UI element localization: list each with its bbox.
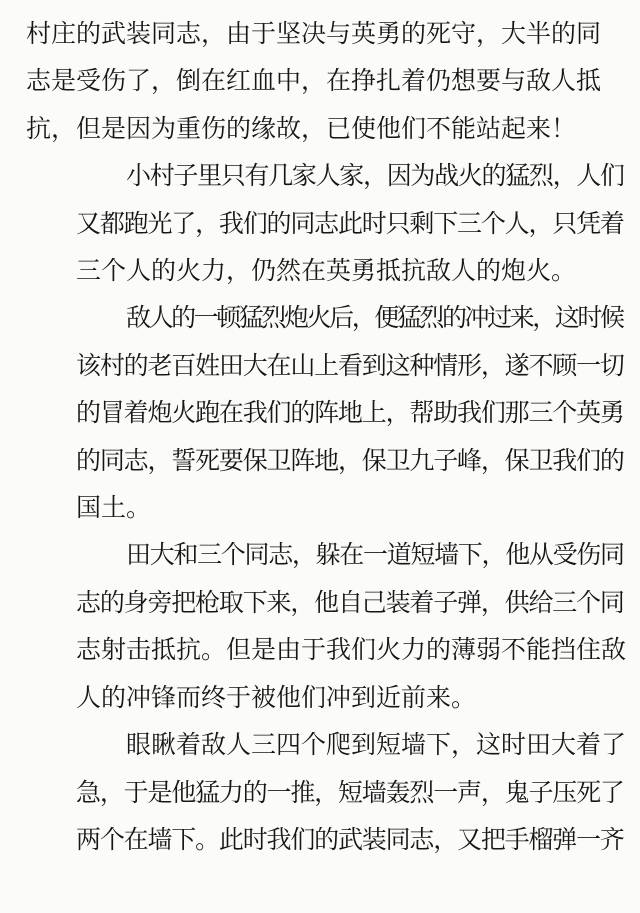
text-line: 三个人的火力，仍然在英勇抵抗敌人的炮火。 — [76, 256, 577, 286]
text-line: 敌人的一顿猛烈炮火后，便猛烈的冲过来，这时候 — [126, 303, 623, 333]
text-line: 志射击抵抗。但是由于我们火力的薄弱不能挡住敌 — [76, 635, 627, 665]
text-line: 人的冲锋而终于被他们冲到近前来。 — [76, 682, 477, 712]
text-line: 村庄的武装同志，由于坚决与英勇的死守，大半的同 — [26, 19, 602, 48]
paragraph-2 — [26, 152, 626, 294]
paragraph-3 — [26, 294, 626, 531]
text-line: 志是受伤了，倒在红血中，在挣扎着仍想要与敌人抵 — [26, 66, 602, 96]
text-line: 眼瞅着敌人三四个爬到短墙下，这时田大着了 — [126, 730, 627, 760]
text-line: 该村的老百姓田大在山上看到这种情形，遂不顾一切 — [76, 350, 624, 380]
text-line: 又都跑光了，我们的同志此时只剩下三个人，只凭着 — [76, 208, 624, 238]
text-line: 小村子里只有几家人家，因为战火的猛烈，人们 — [126, 161, 624, 191]
paragraph-4 — [26, 531, 626, 721]
text-line: 抗，但是因为重伤的缘故，已使他们不能站起来！ — [26, 113, 577, 143]
text-line: 田大和三个同志，躲在一道短墙下，他从受伤同 — [126, 540, 624, 570]
text-line: 的冒着炮火跑在我们的阵地上，帮助我们那三个英勇 — [76, 398, 624, 428]
text-line: 急，于是他猛力的一推，短墙轰烈一声，鬼子压死了 — [76, 777, 624, 807]
paragraph-5 — [26, 721, 626, 863]
text-line: 的同志，誓死要保卫阵地，保卫九子峰，保卫我们的 — [76, 445, 624, 475]
text-line: 志的身旁把枪取下来，他自己装着子弹，供给三个同 — [76, 587, 624, 617]
paragraph-1 — [26, 10, 626, 152]
text-line: 两个在墙下。此时我们的武装同志，又把手榴弹一齐 — [76, 824, 624, 854]
text-line: 国土。 — [76, 493, 152, 523]
